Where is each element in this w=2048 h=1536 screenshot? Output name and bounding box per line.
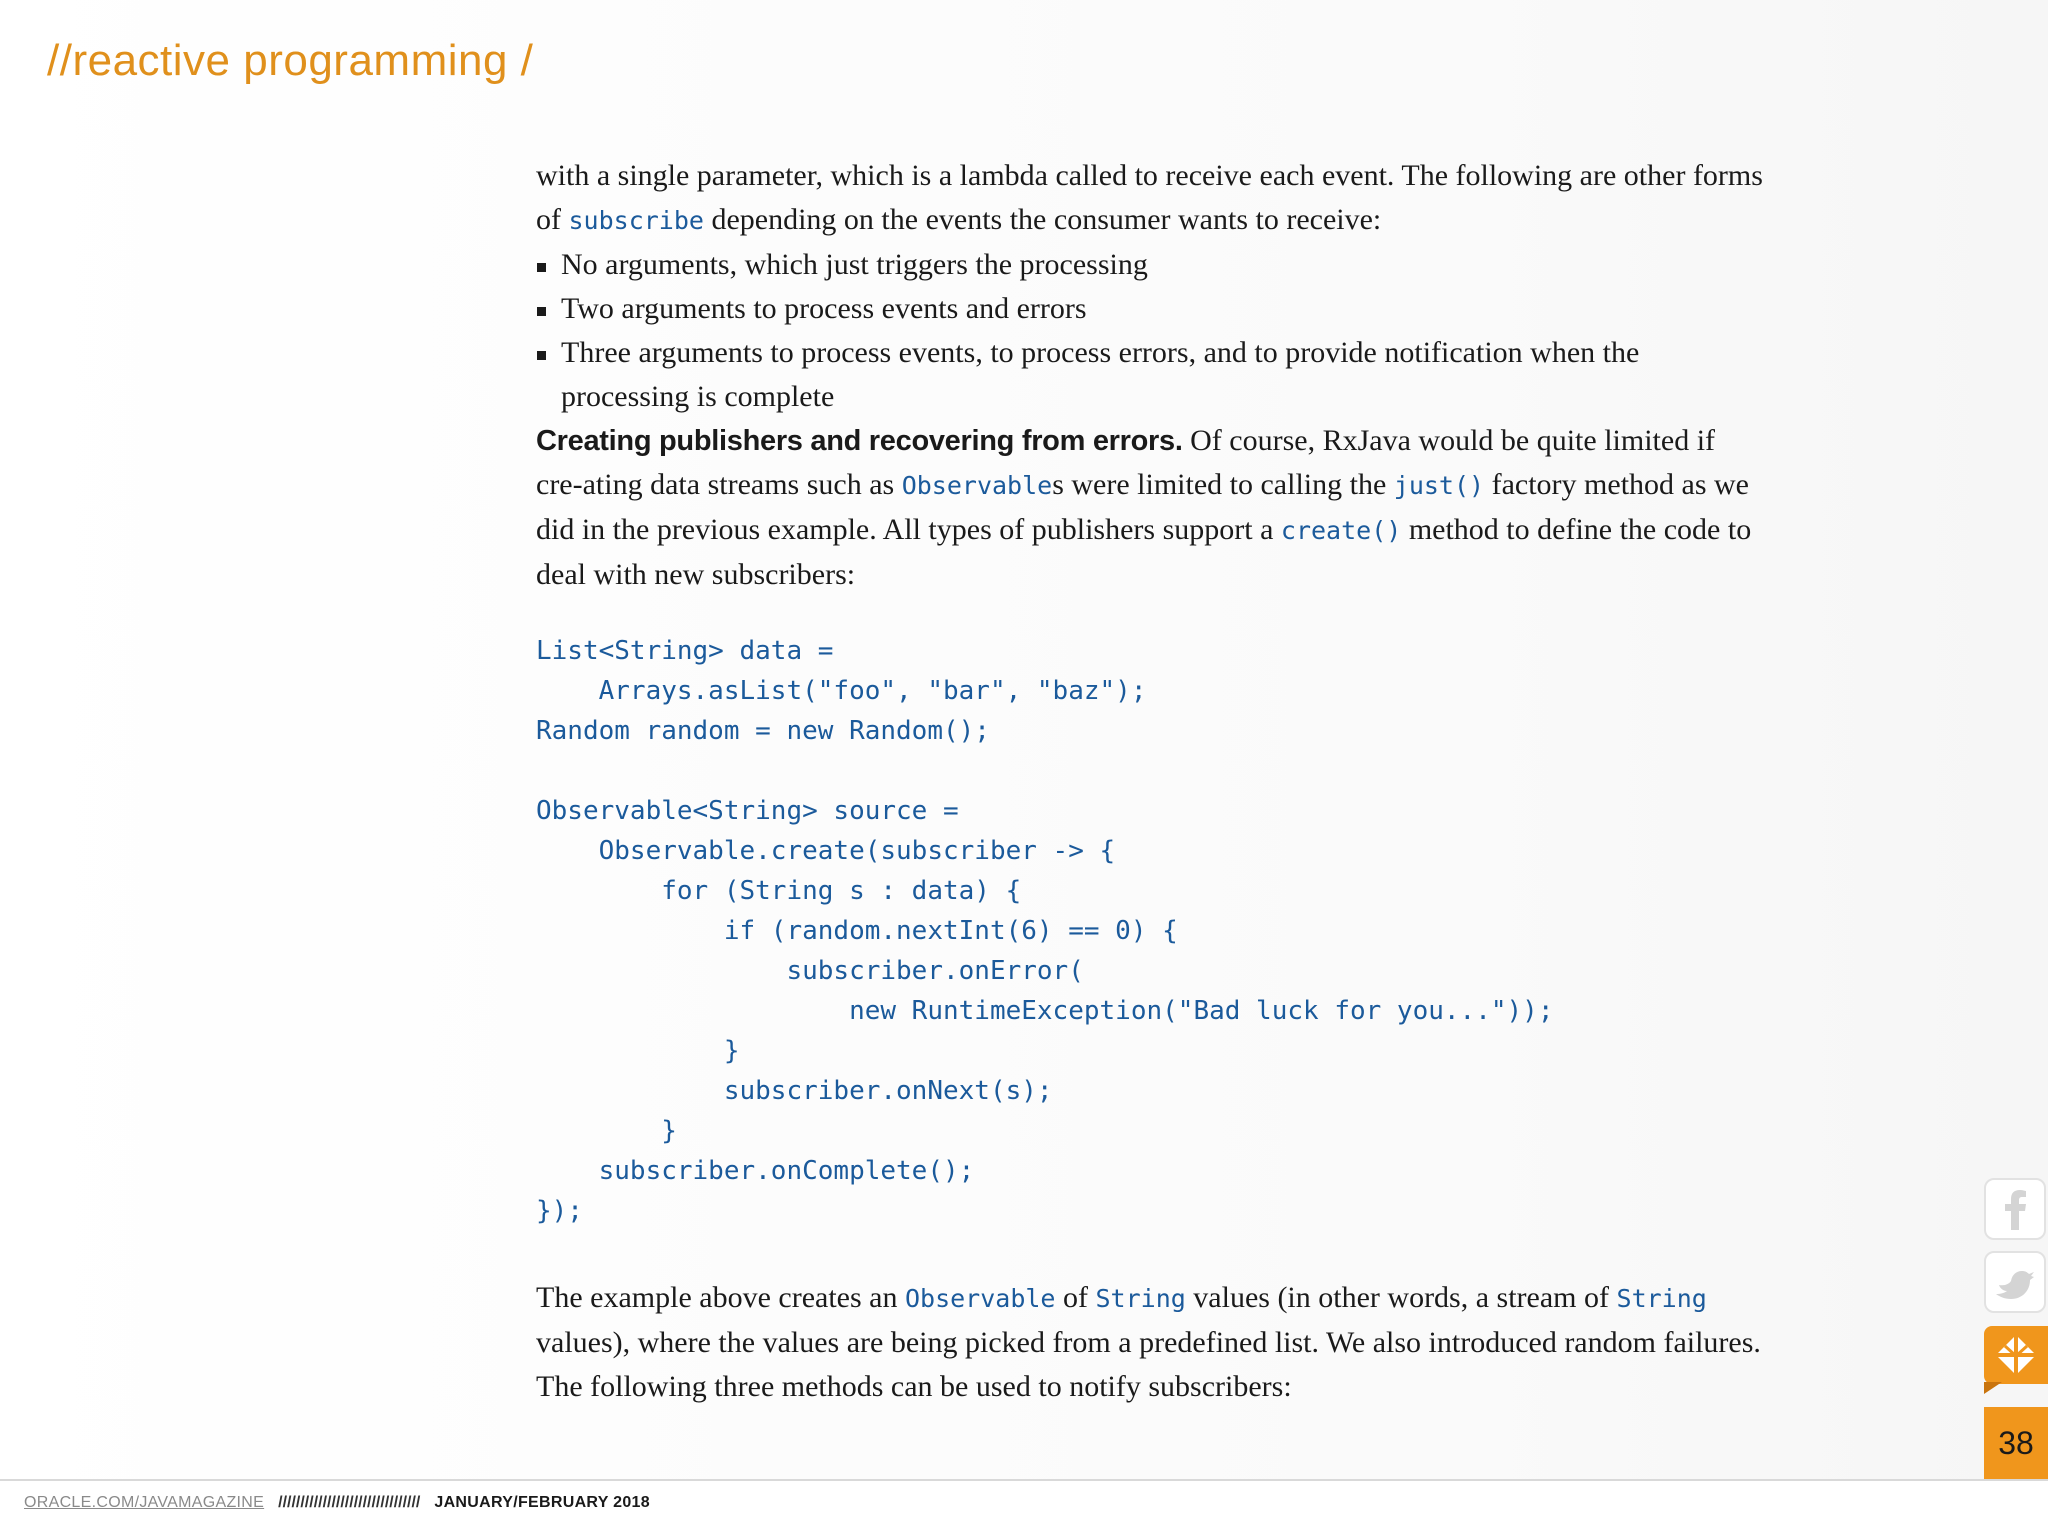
inline-code-create: create() (1280, 516, 1402, 545)
code-listing: List<String> data = Arrays.asList("foo", "bar", "baz"); Random random = new Random(); Observable<String> source = Observable.create(subscriber -> { for (String s : data) { if (random.nextInt(6) == 0) { subscriber.onError( new RuntimeException("Bad luck for you...")); } subscriber.onNext(s); } subscriber.onComplete(); }); (536, 636, 1554, 1226)
facebook-share-button[interactable] (1984, 1178, 2046, 1240)
p2-text-2: s were limited to calling the (1052, 468, 1394, 501)
footer-issue-date: JANUARY/FEBRUARY 2018 (434, 1494, 650, 1511)
page-number: 38 (1984, 1407, 2048, 1479)
list-item: Three arguments to process events, to process errors, and to provide notification when the processing is complete (536, 331, 1766, 419)
footer-decorative-slashes: //////////////////////////////// (278, 1494, 421, 1511)
p3-text-3: values (in other words, a stream of (1185, 1281, 1617, 1314)
footer-site-link[interactable]: ORACLE.COM/JAVAMAGAZINE (24, 1494, 265, 1511)
inline-code-string: String (1616, 1284, 1707, 1313)
p3-text-4: values), where the values are being picked from a predefined list. We also introduced random failures. The following three methods can be used to notify subscribers: (536, 1326, 1761, 1403)
p3-text-2: of (1055, 1281, 1096, 1314)
inline-code-string: String (1095, 1284, 1186, 1313)
section-title: //reactive programming / (47, 36, 534, 85)
article-body (536, 154, 1766, 597)
facebook-icon (2000, 1188, 2030, 1230)
footer-divider (0, 1479, 2048, 1481)
paragraph-creating-publishers (536, 419, 1766, 597)
inline-code-observable: Observable (904, 1284, 1056, 1313)
inline-code-subscribe: subscribe (568, 206, 704, 235)
list-item: No arguments, which just triggers the processing (536, 243, 1766, 287)
intro-post: depending on the events the consumer wants to receive: (703, 203, 1382, 236)
twitter-bird-icon (1995, 1265, 2035, 1299)
article-body-continued (536, 1276, 1766, 1409)
run-in-heading: Creating publishers and recovering from errors. (536, 425, 1183, 457)
email-share-icon (1993, 1332, 2039, 1378)
intro-pre: forms of (536, 159, 1763, 236)
p2-text-3: factory method as we did in the previous example. All types of publishers support a (536, 468, 1749, 546)
p2-text-1: Of course, RxJava would be quite limited if cre-ating data streams such as (536, 424, 1716, 501)
inline-code-observable: Observable (901, 471, 1053, 500)
email-button-tail (1984, 1382, 2002, 1394)
footer (24, 1494, 650, 1512)
list-item: Two arguments to process events and errors (536, 287, 1766, 331)
paragraph-intro (536, 154, 1766, 243)
inline-code-just: just() (1393, 471, 1485, 500)
intro-line-1: with a single parameter, which is a lambda called to receive each event. The following are other (536, 159, 1686, 192)
email-share-button[interactable] (1984, 1326, 2048, 1384)
p2-text-4: method to define the code to deal with new subscribers: (536, 513, 1752, 591)
twitter-share-button[interactable] (1984, 1251, 2046, 1313)
bullet-list (536, 243, 1766, 419)
p3-text-1: The example above creates an (536, 1281, 905, 1314)
paragraph-example-explanation (536, 1276, 1766, 1409)
